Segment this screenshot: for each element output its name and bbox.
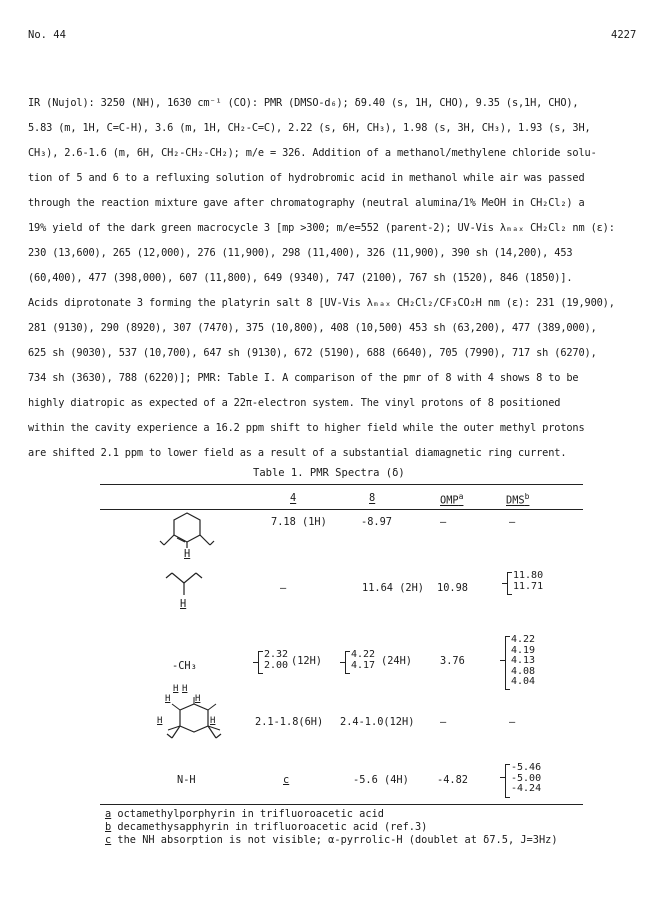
structure-label-h: H xyxy=(157,716,163,726)
structure-label-h: H xyxy=(182,684,188,694)
cell-r1-omp: — xyxy=(440,516,447,528)
cell-r4-c8: 2.4-1.0(12H) xyxy=(340,716,415,728)
body-line: IR (Nujol): 3250 (NH), 1630 cm⁻¹ (CO): PMR (DMSO-d₆); δ9.40 (s, 1H, CHO), 9.35 (s,1H, CHO), xyxy=(28,97,579,109)
body-line: highly diatropic as expected of a 22π-electron system. The vinyl protons of 8 positioned xyxy=(28,397,561,409)
footnote-a: a octamethylporphyrin in trifluoroacetic acid xyxy=(105,808,384,820)
body-line: 625 sh (9030), 537 (10,700), 647 sh (9130), 672 (5190), 688 (6640), 705 (7990), 717 sh (6270), xyxy=(28,347,597,359)
body-line: CH₃), 2.6-1.6 (m, 6H, CH₂-CH₂-CH₂); m/e = 326. Addition of a methanol/methylene chloride solu- xyxy=(28,147,597,159)
structure-label-h: H xyxy=(210,716,216,726)
body-line: 19% yield of the dark green macrocycle 3 [mp >300; m/e=552 (parent-2); UV-Vis λₘₐₓ CH₂Cl₂ nm (ε): xyxy=(28,222,615,234)
body-line: Acids diprotonate 3 forming the platyrin salt 8 [UV-Vis λₘₐₓ CH₂Cl₂/CF₃CO₂H nm (ε): 231 (19,900), xyxy=(28,297,615,309)
table-top-rule xyxy=(100,484,583,485)
cell-r1-c4: 7.18 (1H) xyxy=(271,516,327,528)
cell-r2-c8: 11.64 (2H) xyxy=(362,582,424,594)
body-line: are shifted 2.1 ppm to lower field as a result of a substantial diamagnetic ring current. xyxy=(28,447,567,459)
structure-cyclohexane xyxy=(150,700,240,750)
row-label-nh: N-H xyxy=(177,774,196,786)
cell-r1-c8: -8.97 xyxy=(361,516,392,528)
table-caption: Table 1. PMR Spectra (δ) xyxy=(253,467,405,479)
cell-r5-c4: c xyxy=(283,774,290,786)
body-line: 281 (9130), 290 (8920), 307 (7470), 375 (10,800), 408 (10,500) 453 sh (63,200), 477 (389,000), xyxy=(28,322,597,334)
cell-r4-c4: 2.1-1.8(6H) xyxy=(255,716,324,728)
cell-r5-omp: -4.82 xyxy=(437,774,468,786)
body-line: 734 sh (3630), 788 (6220)]; PMR: Table I. A comparison of the pmr of 8 with 4 shows 8 to be xyxy=(28,372,579,384)
structure-meso-h xyxy=(160,568,220,618)
body-line: through the reaction mixture gave after chromatography (neutral alumina/1% MeOH in CH₂Cl₂) a xyxy=(28,197,585,209)
row-label-methyl: -CH₃ xyxy=(172,660,197,672)
table-bottom-rule xyxy=(100,804,583,805)
cell-r5-c8: -5.6 (4H) xyxy=(353,774,409,786)
page-number: 4227 xyxy=(611,29,637,41)
cell-r2-c4: — xyxy=(280,582,287,594)
column-header-4: 4 xyxy=(290,492,297,504)
structure-label-h: H xyxy=(173,684,179,694)
structure-label-h: H xyxy=(180,598,187,610)
structure-label-h: H xyxy=(195,694,201,704)
footnote-b: b decamethysapphyrin in trifluoroacetic acid (ref.3) xyxy=(105,821,428,833)
structure-label-h: H xyxy=(184,548,191,560)
column-header-8: 8 xyxy=(369,492,376,504)
cell-r1-dms: — xyxy=(509,516,516,528)
structure-vinyl-cyclohexene xyxy=(140,505,220,565)
column-header-dms: DMS$^b$ xyxy=(506,492,530,507)
column-header-omp: OMP$^a$ xyxy=(440,492,464,507)
body-line: 5.83 (m, 1H, C=C-H), 3.6 (m, 1H, CH₂-C=C), 2.22 (s, 6H, CH₃), 1.98 (s, 3H, CH₃), 1.93 (s, 3H, xyxy=(28,122,591,134)
footnote-c: c the NH absorption is not visible; α-pyrrolic-H (doublet at δ7.5, J=3Hz) xyxy=(105,834,558,846)
body-line: within the cavity experience a 16.2 ppm shift to higher field while the outer methyl protons xyxy=(28,422,585,434)
cell-r2-omp: 10.98 xyxy=(437,582,468,594)
cell-r3-omp: 3.76 xyxy=(440,655,465,667)
body-line: (60,400), 477 (398,000), 607 (11,800), 649 (9340), 747 (2100), 767 sh (1520), 846 (1850)]. xyxy=(28,272,573,284)
cell-r4-omp: — xyxy=(440,716,447,728)
body-line: tion of 5 and 6 to a refluxing solution of hydrobromic acid in methanol while air was passed xyxy=(28,172,585,184)
cell-r4-dms: — xyxy=(509,716,516,728)
body-line: 230 (13,600), 265 (12,000), 276 (11,900), 298 (11,400), 326 (11,900), 390 sh (14,200), 453 xyxy=(28,247,573,259)
structure-label-h: H xyxy=(165,694,171,704)
journal-issue: No. 44 xyxy=(28,29,66,41)
